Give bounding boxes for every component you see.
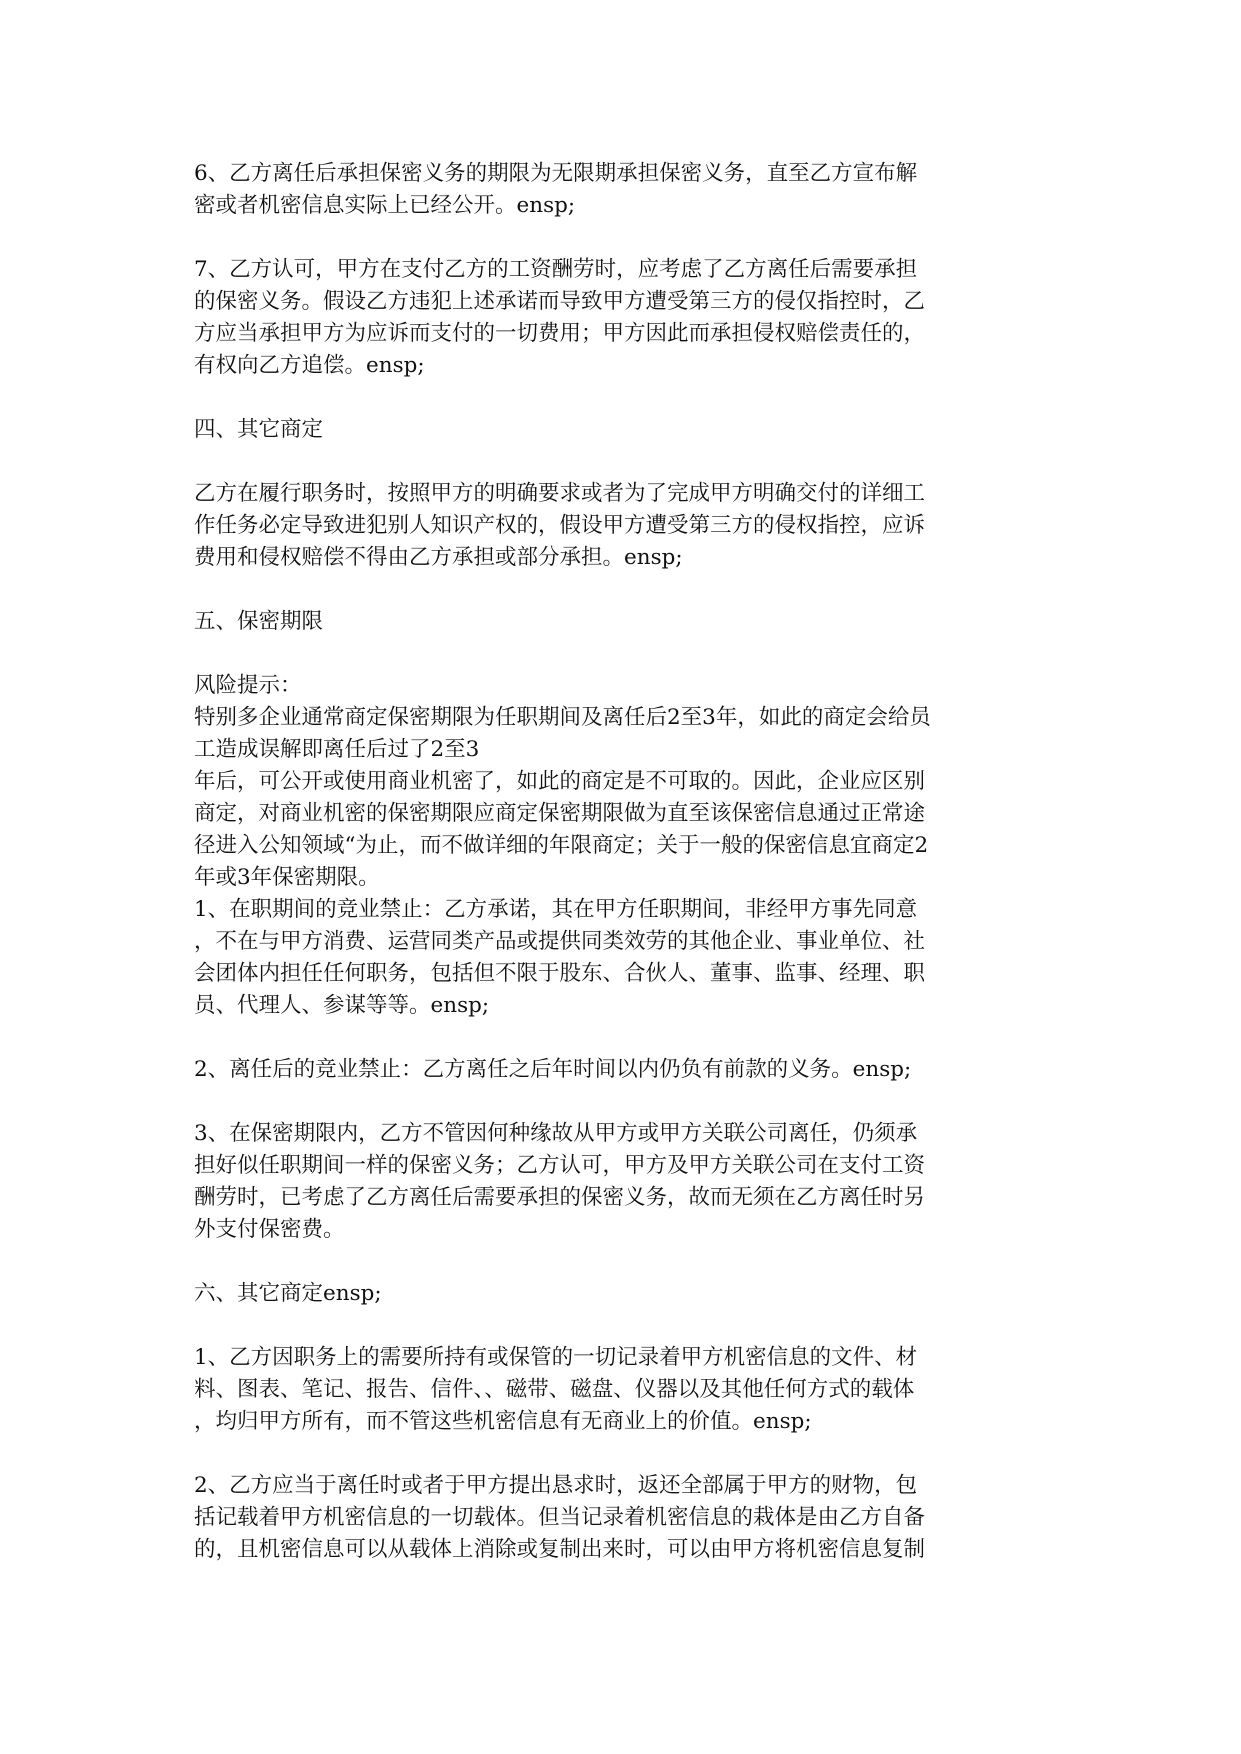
section-heading: 五、保密期限 [194, 609, 324, 634]
text-line: 特别多企业通常商定保密期限为任职期间及离任后2至3年，如此的商定会给员 [194, 705, 931, 730]
text-line: 的保密义务。假设乙方违犯上述承诺而导致甲方遭受第三方的侵仅指控时，乙 [194, 289, 926, 314]
document-body [194, 158, 1054, 1566]
text-line: 3、在保密期限内，乙方不管因何种缘故从甲方或甲方关联公司离任，仍须承 [194, 1121, 918, 1146]
text-line: 风险提示： [194, 673, 302, 698]
text-line: 作任务必定导致进犯别人知识产权的，假设甲方遭受第三方的侵权指控，应诉 [194, 513, 926, 538]
text-line: 外支付保密费。 [194, 1217, 345, 1242]
text-line: 乙方在履行职务时，按照甲方的明确要求或者为了完成甲方明确交付的详细工 [194, 481, 926, 506]
paragraph-gap [194, 1310, 1054, 1342]
text-line: 担好似任职期间一样的保密义务；乙方认可，甲方及甲方关联公司在支付工资 [194, 1153, 926, 1178]
paragraph-gap [194, 574, 1054, 606]
text-line: 年或3年保密期限。 [194, 865, 380, 890]
text-line: 密或者机密信息实际上已经公开。ensp; [194, 193, 576, 218]
paragraph-gap [194, 1246, 1054, 1278]
text-line: ，不在与甲方消费、运营同类产品或提供同类效劳的其他企业、事业单位、社 [194, 929, 926, 954]
text-line: 1、乙方因职务上的需要所持有或保管的一切记录着甲方机密信息的文件、材 [194, 1345, 918, 1370]
text-line: 径进入公知领域“为止，而不做详细的年限商定；关于一般的保密信息宜商定2 [194, 833, 929, 858]
text-line: 方应当承担甲方为应诉而支付的一切费用；甲方因此而承担侵权赔偿责任的， [194, 321, 926, 346]
paragraph-gap [194, 222, 1054, 254]
text-line: 1、在职期间的竞业禁止：乙方承诺，其在甲方任职期间，非经甲方事先同意 [194, 897, 918, 922]
text-line: 员、代理人、参谋等等。ensp; [194, 993, 490, 1018]
text-line: 会团体内担任任何职务，包括但不限于股东、合伙人、董事、监事、经理、职 [194, 961, 926, 986]
text-line: 商定，对商业机密的保密期限应商定保密期限做为直至该保密信息通过正常途 [194, 801, 926, 826]
paragraph-gap [194, 638, 1054, 670]
paragraph-gap [194, 382, 1054, 414]
text-line: ，均归甲方所有，而不管这些机密信息有无商业上的价值。ensp; [194, 1409, 812, 1434]
text-line: 工造成误解即离任后过了2至3 [194, 737, 480, 762]
text-line: 2、乙方应当于离任时或者于甲方提出恳求时，返还全部属于甲方的财物，包 [194, 1473, 918, 1498]
text-line: 的，且机密信息可以从载体上消除或复制出来时，可以由甲方将机密信息复制 [194, 1537, 926, 1562]
text-line: 6、乙方离任后承担保密义务的期限为无限期承担保密义务，直至乙方宣布解 [194, 161, 918, 186]
text-line: 酬劳时，已考虑了乙方离任后需要承担的保密义务，故而无须在乙方离任时另 [194, 1185, 926, 1210]
paragraph-gap [194, 1022, 1054, 1054]
text-line: 括记载着甲方机密信息的一切载体。但当记录着机密信息的栽体是由乙方自备 [194, 1505, 926, 1530]
text-line: 7、乙方认可，甲方在支付乙方的工资酬劳时，应考虑了乙方离任后需要承担 [194, 257, 918, 282]
text-line: 有权向乙方追偿。ensp; [194, 353, 425, 378]
text-line: 费用和侵权赔偿不得由乙方承担或部分承担。ensp; [194, 545, 683, 570]
paragraph-gap [194, 1438, 1054, 1470]
section-heading: 四、其它商定 [194, 417, 324, 442]
text-line: 年后，可公开或使用商业机密了，如此的商定是不可取的。因此，企业应区别 [194, 769, 926, 794]
paragraph-gap [194, 446, 1054, 478]
section-heading: 六、其它商定ensp; [194, 1281, 382, 1306]
paragraph-gap [194, 1086, 1054, 1118]
text-line: 2、离任后的竞业禁止：乙方离任之后年时间以内仍负有前款的义务。ensp; [194, 1057, 912, 1082]
text-line: 料、图表、笔记、报告、信件、、磁带、磁盘、仪器以及其他任何方式的载体 [194, 1377, 915, 1402]
